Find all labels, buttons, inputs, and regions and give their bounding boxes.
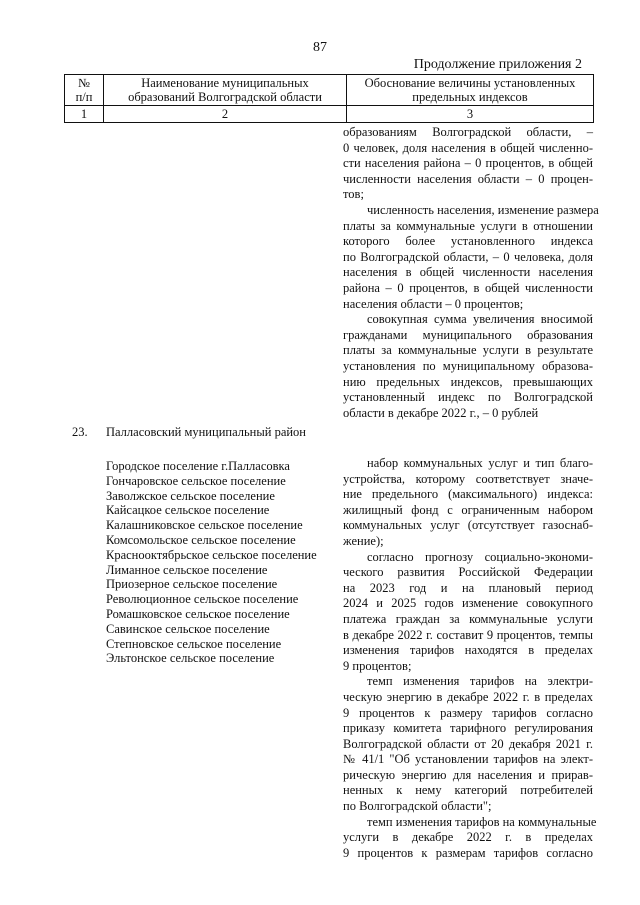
text-line: устройства, которому соответствует значе- — [343, 471, 593, 486]
header-col-name — [104, 75, 347, 106]
text-line: темп изменения тарифов на коммунальные — [367, 814, 597, 829]
table-header — [64, 74, 594, 123]
continuation-label: Продолжение приложения 2 — [413, 57, 582, 72]
text-line: численности населения области – 0 процен- — [343, 171, 593, 186]
settlement-item: Калашниковское сельское поселение — [106, 518, 303, 533]
text-line: набор коммунальных услуг и тип благо- — [367, 456, 593, 470]
text-line: нию предельных индексов, превышающих — [343, 374, 593, 389]
text-line: гражданами муниципального образования — [343, 327, 593, 342]
settlement-item: Городское поселение г.Палласовка — [106, 459, 290, 473]
text-line: установленный индекс по Волгоградской — [343, 390, 593, 405]
header-col-number-line: № — [78, 76, 90, 90]
row-justification — [343, 456, 597, 861]
text-line: коммунальных услуг (отсутствует газоснаб- — [343, 518, 593, 533]
settlement-item: Революционное сельское поселение — [106, 592, 299, 607]
text-line: 9 процентов к размерам тарифов согласно — [343, 845, 593, 860]
settlement-item: Заволжское сельское поселение — [106, 488, 275, 503]
text-line: услуги в декабре 2022 г. в пределах — [343, 830, 593, 845]
text-line: по Волгоградской области"; — [343, 799, 492, 814]
settlement-item: Лиманное сельское поселение — [106, 562, 268, 577]
text-line: в декабре 2022 г. составит 9 процентов, темпы — [343, 627, 593, 642]
text-line: 9 процентов к размеру тарифов согласно — [343, 705, 593, 720]
district-name: Палласовский муниципальный район — [106, 425, 306, 439]
header-num-2: 2 — [104, 106, 347, 123]
settlement-item: Приозерное сельское поселение — [106, 577, 278, 592]
settlement-item: Комсомольское сельское поселение — [106, 532, 296, 547]
text-line: сти населения района – 0 процентов, в общей — [343, 156, 593, 171]
text-line: района – 0 процентов, в общей численности — [343, 280, 593, 295]
header-col-justification-line: предельных индексов — [412, 90, 528, 104]
settlement-list — [106, 459, 317, 666]
text-line: жение); — [343, 533, 384, 548]
text-line: области в декабре 2022 г., – 0 рублей — [343, 405, 539, 420]
header-col-number — [65, 75, 104, 106]
header-col-number-line: п/п — [75, 90, 93, 104]
settlement-item: Эльтонское сельское поселение — [106, 651, 275, 666]
row-number: 23. — [72, 425, 88, 439]
text-line: по Волгоградской области, – 0 человека, доля — [343, 249, 593, 264]
text-line: образованиям Волгоградской области, – — [343, 125, 593, 139]
text-line: населения области – 0 процентов; — [343, 296, 524, 311]
text-line: платы за коммунальные услуги в отношении — [343, 218, 593, 233]
text-line: изменения тарифов находятся в пределах — [343, 643, 593, 658]
text-line: платежа граждан за коммунальные услуги — [343, 611, 593, 626]
settlement-item: Краснооктябрьское сельское поселение — [106, 547, 317, 562]
text-line: № 41/1 "Об установлении тарифов на элект- — [343, 752, 593, 767]
header-col-justification — [347, 75, 594, 106]
text-line: согласно прогнозу социально-экономи- — [367, 549, 593, 564]
text-line: ческого развития Российской Федерации — [343, 565, 593, 580]
header-col-name-line: образований Волгоградской области — [128, 90, 322, 104]
text-line: которого более установленного индекса — [343, 234, 593, 249]
text-line: 9 процентов; — [343, 658, 412, 673]
settlement-item: Кайсацкое сельское поселение — [106, 503, 270, 518]
header-col-name-line: Наименование муниципальных — [141, 76, 309, 90]
text-line: рическую энергию для населения и прирав- — [343, 767, 593, 782]
prev-justification — [343, 125, 599, 421]
text-line: 0 человек, доля населения в общей численно- — [343, 140, 593, 155]
text-line: населения в общей численности населения — [343, 265, 593, 280]
text-line: установления по муниципальному образова- — [343, 358, 593, 373]
text-line: на 2023 год и на плановый период — [343, 580, 593, 595]
settlement-item: Савинское сельское поселение — [106, 621, 270, 636]
text-line: ческую энергию в декабре 2022 г. в пределах — [343, 689, 593, 704]
text-line: тов; — [343, 187, 364, 202]
text-line: совокупная сумма увеличения вносимой — [367, 312, 593, 327]
text-line: темп изменения тарифов на электри- — [367, 674, 593, 689]
text-line: платы за коммунальные услуги в результате — [343, 343, 593, 358]
text-line: ненных к нему категорий потребителей — [343, 783, 593, 798]
settlement-item: Степновское сельское поселение — [106, 636, 282, 651]
text-line: приказу комитета тарифного регулирования — [343, 721, 593, 736]
page-number: 87 — [313, 40, 327, 55]
header-num-3: 3 — [347, 106, 594, 123]
text-line: ние предельного (максимального) индекса: — [343, 487, 593, 502]
header-col-justification-line: Обоснование величины установленных — [364, 76, 576, 90]
text-line: жилищный фонд с ограниченным набором — [343, 502, 593, 517]
text-line: 2024 и 2025 годов изменение совокупного — [343, 596, 593, 611]
settlement-item: Гончаровское сельское поселение — [106, 473, 286, 488]
text-line: Волгоградской области от 20 декабря 2021 г. — [343, 736, 593, 751]
settlement-item: Ромашковское сельское поселение — [106, 606, 290, 621]
header-num-1: 1 — [65, 106, 104, 123]
text-line: численность населения, изменение размера — [367, 202, 599, 217]
